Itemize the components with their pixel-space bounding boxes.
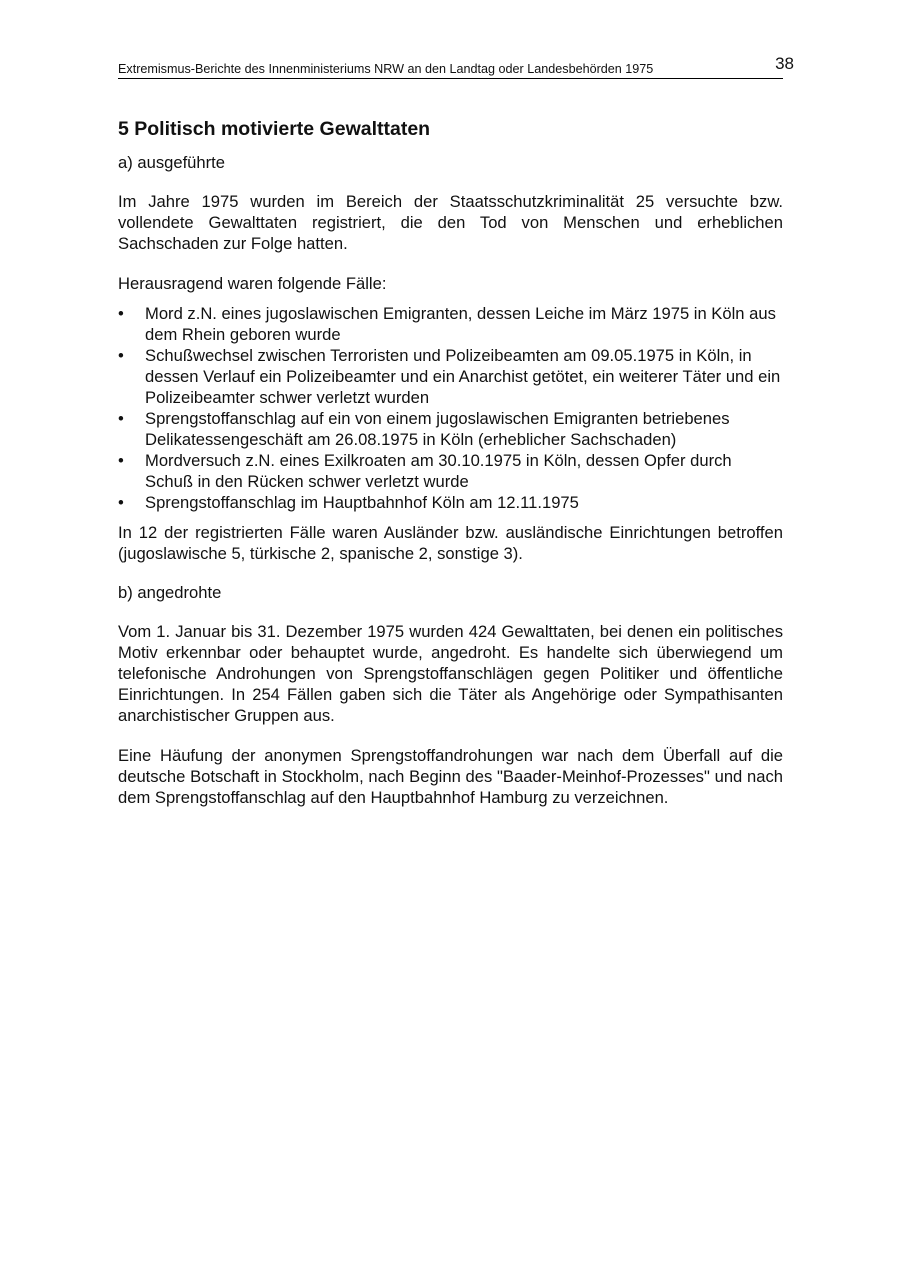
running-header [118,54,794,79]
subsection-b-label: b) angedrohte [118,583,222,602]
list-item-text: Mord z.N. eines jugoslawischen Emigranten, dessen Leiche im März 1975 in Köln aus dem Rhein geboren wurde [145,304,776,344]
bullet-icon: • [118,304,124,323]
list-item-text: Sprengstoffanschlag auf ein von einem jugoslawischen Emigranten betriebenes Delikatessengeschäft am 26.08.1975 in Köln (erheblicher Sachschaden) [145,409,730,449]
bullet-icon: • [118,451,124,470]
list-item [118,492,783,513]
list-item [118,450,783,492]
list-item-text: Schußwechsel zwischen Terroristen und Polizeibeamten am 09.05.1975 in Köln, in dessen Verlauf ein Polizeibeamter und ein Anarchist getötet, ein weiterer Täter und ein Polizeibeamter schwer verletzt wurden [145,346,781,407]
list-item-text: Mordversuch z.N. eines Exilkroaten am 30.10.1975 in Köln, dessen Opfer durch Schuß in den Rücken schwer verletzt wurde [145,451,732,491]
case-list [118,303,783,513]
list-item-text: Sprengstoffanschlag im Hauptbahnhof Köln am 12.11.1975 [145,493,579,512]
list-item [118,408,783,450]
paragraph-threats: Vom 1. Januar bis 31. Dezember 1975 wurden 424 Gewalttaten, bei denen ein politisches Motiv erkennbar oder behauptet wurde, angedroht. Es handelte sich überwiegend um telefonische Androhungen von Sprengstoffanschlägen gegen Politiker und öffentliche Einrichtungen. In 254 Fällen gaben sich die Täter als Angehörige oder Sympathisanten anarchistischer Gruppen aus. [118,622,783,725]
list-item [118,303,783,345]
list-item [118,345,783,408]
bullet-icon: • [118,493,124,512]
subsection-a-label: a) ausgeführte [118,153,226,172]
section-heading: 5 Politisch motivierte Gewalttaten [118,118,431,140]
header-title: Extremismus-Berichte des Innenministeriums NRW an den Landtag oder Landesbehörden 1975 [118,62,654,76]
bullet-icon: • [118,346,124,365]
paragraph-threat-accumulation: Eine Häufung der anonymen Sprengstoffandrohungen war nach dem Überfall auf die deutsche Botschaft in Stockholm, nach Beginn des "Baader-Meinhof-Prozesses" und nach dem Sprengstoffanschlag auf den Hauptbahnhof Hamburg zu verzeichnen. [118,746,783,807]
bullet-icon: • [118,409,124,428]
document-page [118,54,794,808]
paragraph-cases-intro: Herausragend waren folgende Fälle: [118,274,387,293]
page-number: 38 [775,54,794,73]
paragraph-summary: Im Jahre 1975 wurden im Bereich der Staatsschutzkriminalität 25 versuchte bzw. vollendete Gewalttaten registriert, die den Tod von Menschen und erheblichen Sachschaden zur Folge hatten. [118,192,783,253]
paragraph-foreign-cases: In 12 der registrierten Fälle waren Ausländer bzw. ausländische Einrichtungen betroffen (jugoslawische 5, türkische 2, spanische 2, sonstige 3). [118,523,783,563]
